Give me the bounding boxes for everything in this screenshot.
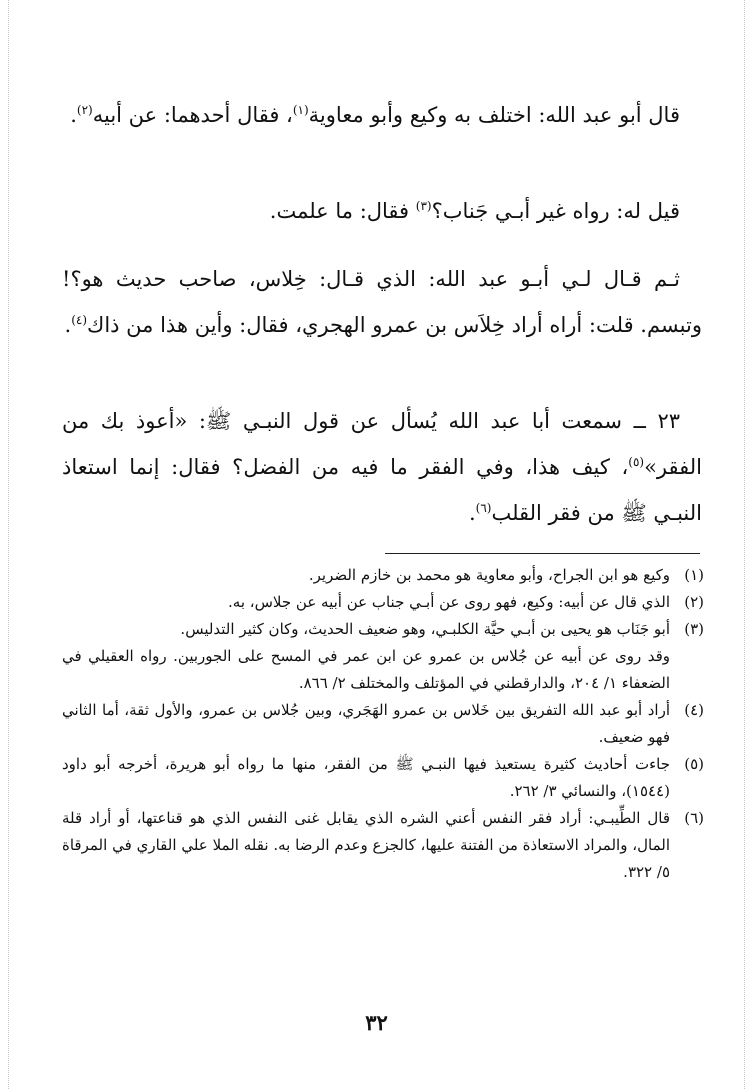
footnote-2 xyxy=(62,589,704,616)
right-margin-guide xyxy=(744,0,745,1089)
paragraph-text: . xyxy=(70,103,77,127)
footnote-ref-1[interactable]: (١) xyxy=(292,103,309,117)
paragraph-2 xyxy=(62,188,702,234)
page-number: ٣٢ xyxy=(365,1010,388,1035)
footnote-text: أراد أبو عبد الله التفريق بين خَلاس بن عمرو الهَجَري، وبين جُلاس بن عمرو، والأول ثقة، أما الثاني فهو ضعيف. xyxy=(62,701,670,746)
footnote-text: قال الطِّيبـي: أراد فقر النفس أعني الشره الذي يقابل غنى النفس الذي هو قناعتها، أو أراد قلة المال، والمراد الاستعاذة من الفتنة عليها، كالجزع وعدم الرضا به. نقله الملا علي القاري في المرقاة ٥/ ٣٢٢. xyxy=(62,809,670,881)
footnote-text: وكيع هو ابن الجراح، وأبو معاوية هو محمد بن خازم الضرير. xyxy=(308,566,670,584)
paragraph-text: . xyxy=(468,501,476,525)
left-margin-guide xyxy=(8,0,9,1089)
footnote-divider xyxy=(385,553,700,554)
footnote-ref-3[interactable]: (٣) xyxy=(415,199,432,213)
footnote-number: (٥) xyxy=(684,755,704,773)
paragraph-text: . xyxy=(64,313,72,337)
footnote-5 xyxy=(62,751,704,805)
footnote-text: الذي قال عن أبيه: وكيع، فهو روى عن أبـي جناب عن أبيه عن جلاس، به. xyxy=(228,593,670,611)
footnote-number: (٤) xyxy=(684,701,704,719)
paragraph-4 xyxy=(62,398,702,536)
paragraph-text: فقال: ما علمت. xyxy=(269,199,416,223)
paragraph-1 xyxy=(62,92,702,138)
paragraph-text: قيل له: رواه غير أبـي جَناب؟ xyxy=(431,199,680,223)
footnote-number: (١) xyxy=(684,566,704,584)
paragraph-text: ٢٣ ــ سمعت أبا عبد الله يُسأل عن قول النبـي ﷺ: «أعوذ بك من الفقر» xyxy=(62,409,702,479)
footnote-number: (٢) xyxy=(684,593,704,611)
footnote-text: جاءت أحاديث كثيرة يستعيذ فيها النبـي ﷺ من الفقر، منها ما رواه أبو هريرة، أخرجه أبو داود (١٥٤٤)، والنسائي ٣/ ٢٦٢. xyxy=(62,755,670,800)
footnote-text: أبو جَنَاب هو يحيى بن أبـي حيَّة الكلبـي، وهو ضعيف الحديث، وكان كثير التدليس. xyxy=(180,620,670,638)
footnote-number: (٣) xyxy=(684,620,704,638)
paragraph-text: ، كيف هذا، وفي الفقر ما فيه من الفضل؟ فقال: إنما استعاذ النبـي ﷺ من فقر القلب xyxy=(62,455,702,525)
footnote-3 xyxy=(62,616,704,643)
footnote-1 xyxy=(62,562,704,589)
footnote-number: (٦) xyxy=(684,809,704,827)
footnote-4 xyxy=(62,697,704,751)
footnote-ref-4[interactable]: (٤) xyxy=(71,313,88,327)
footnote-6 xyxy=(62,805,704,886)
footnote-ref-6[interactable]: (٦) xyxy=(475,501,492,515)
paragraph-text: قال أبو عبد الله: اختلف به وكيع وأبو معاوية xyxy=(308,103,680,127)
footnotes-section xyxy=(62,562,704,886)
paragraph-text: ، فقال أحدهما: عن أبيه xyxy=(92,103,293,127)
footnote-3-continuation: وقد روى عن أبيه عن جُلاس بن عمرو عن ابن عمر في المسح على الجوربين. رواه العقيلي في الضعفاء ١/ ٢٠٤، والدارقطني في المؤتلف والمختلف ٢/ ٨٦٦. xyxy=(62,647,670,692)
paragraph-3 xyxy=(62,256,702,348)
footnote-ref-5[interactable]: (٥) xyxy=(628,455,645,469)
footnote-ref-2[interactable]: (٢) xyxy=(76,103,93,117)
paragraph-text: ثـم قـال لـي أبـو عبد الله: الذي قـال: خِلاس، صاحب حديث هو؟! وتبسم. قلت: أراه أراد خِلاَس بن عمرو الهجري، فقال: وأين هذا من ذاك xyxy=(62,267,702,337)
